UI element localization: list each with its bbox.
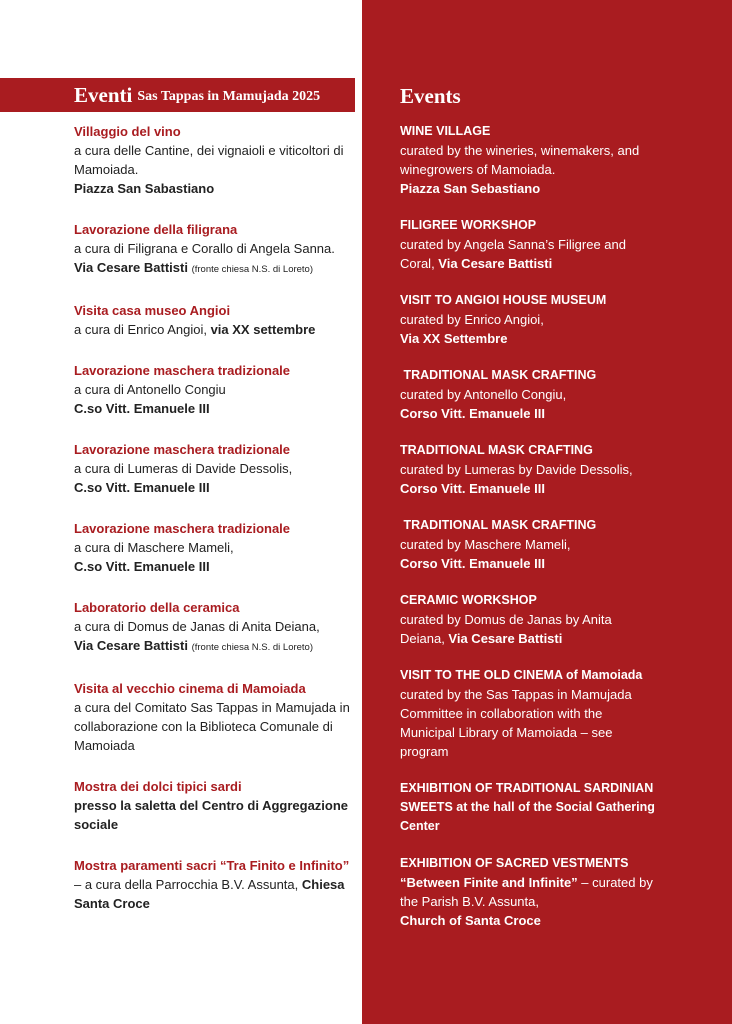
left-header-band (0, 78, 355, 112)
event-place: C.so Vitt. Emanuele III (74, 559, 210, 574)
event-place: Corso Vitt. Emanuele III (400, 406, 545, 421)
event-item (400, 216, 660, 273)
event-title: Laboratorio della ceramica (74, 600, 240, 615)
event-desc: a cura di Filigrana e Corallo di Angela Sanna. (74, 241, 335, 256)
event-desc: curated by Enrico Angioi, (400, 312, 544, 327)
event-subtitle: “Between Finite and Infinite” (400, 875, 578, 890)
event-item (400, 666, 660, 761)
event-item (74, 679, 354, 755)
event-desc: a cura delle Cantine, dei vignaioli e viticoltori di Mamoiada. (74, 143, 344, 177)
event-item (74, 122, 354, 198)
event-item (74, 301, 354, 339)
event-title: TRADITIONAL MASK CRAFTING (400, 443, 593, 457)
event-title: WINE VILLAGE (400, 124, 491, 138)
event-place: Via Cesare Battisti (74, 638, 188, 653)
event-place: Via XX Settembre (400, 331, 508, 346)
event-title: VISIT TO THE OLD CINEMA of Mamoiada (400, 668, 643, 682)
right-header-title: Events (400, 84, 461, 108)
event-place: Corso Vitt. Emanuele III (400, 556, 545, 571)
event-desc: curated by Maschere Mameli, (400, 537, 571, 552)
event-title: TRADITIONAL MASK CRAFTING (400, 518, 597, 532)
left-events-list (74, 122, 354, 913)
event-place: Via Cesare Battisti (74, 260, 188, 275)
event-desc: curated by the Sas Tappas in Mamujada Committee in collaboration with the Municipal Library of Mamoiada – see program (400, 687, 632, 759)
event-place: C.so Vitt. Emanuele III (74, 480, 210, 495)
event-item (74, 856, 354, 913)
event-desc: a cura di Enrico Angioi, (74, 322, 211, 337)
event-place: Via Cesare Battisti (438, 256, 553, 271)
event-note: (fronte chiesa N.S. di Loreto) (191, 264, 314, 275)
event-place: Corso Vitt. Emanuele III (400, 481, 545, 496)
event-desc: curated by Lumeras by Davide Dessolis, (400, 462, 633, 477)
event-item (400, 291, 660, 348)
event-desc: a cura di Antonello Congiu (74, 382, 226, 397)
event-item (74, 361, 354, 418)
event-item (74, 519, 354, 576)
event-item (400, 122, 660, 198)
event-desc: a cura di Lumeras di Davide Dessolis, (74, 461, 293, 476)
event-item (400, 854, 660, 930)
event-title: Lavorazione maschera tradizionale (74, 363, 291, 378)
left-header-subtitle: Sas Tappas in Mamujada 2025 (137, 89, 321, 104)
event-title: CERAMIC WORKSHOP (400, 593, 537, 607)
event-title: FILIGREE WORKSHOP (400, 218, 537, 232)
event-item (74, 440, 354, 497)
event-title: VISIT TO ANGIOI HOUSE MUSEUM (400, 293, 607, 307)
event-desc: curated by Domus de Janas by Anita Deiana, (400, 612, 612, 646)
event-item (400, 779, 660, 836)
event-title: Mostra dei dolci tipici sardi (74, 779, 242, 794)
event-item (74, 220, 354, 279)
event-place: C.so Vitt. Emanuele III (74, 401, 210, 416)
event-desc: a cura del Comitato Sas Tappas in Mamujada in collaborazione con la Biblioteca Comunale di Mamoiada (74, 700, 350, 753)
event-desc: a cura di Maschere Mameli, (74, 540, 234, 555)
event-desc: curated by the wineries, winemakers, and winegrowers of Mamoiada. (400, 143, 640, 177)
event-place: Via Cesare Battisti (448, 631, 563, 646)
event-title: Lavorazione maschera tradizionale (74, 442, 291, 457)
event-title: Visita casa museo Angioi (74, 303, 231, 318)
event-title: Villaggio del vino (74, 124, 181, 139)
left-header-title: Eventi (74, 82, 133, 107)
event-item (400, 366, 660, 423)
event-title: EXHIBITION OF TRADITIONAL SARDINIAN SWEETS at the hall of the Social Gathering Center (400, 781, 655, 833)
event-desc: curated by Angela Sanna’s Filigree and Coral, (400, 237, 626, 271)
event-item (400, 591, 660, 648)
event-desc: – curated by the Parish B.V. Assunta, (400, 875, 653, 909)
event-title: EXHIBITION OF SACRED VESTMENTS (400, 856, 629, 870)
event-place: via XX settembre (210, 322, 316, 337)
event-item (74, 598, 354, 657)
event-place: Chiesa Santa Croce (74, 877, 345, 911)
event-place: presso la saletta del Centro di Aggregazione sociale (74, 798, 349, 832)
event-desc: curated by Antonello Congiu, (400, 387, 567, 402)
event-title: Lavorazione maschera tradizionale (74, 521, 291, 536)
event-item (74, 777, 354, 834)
event-desc: – a cura della Parrocchia B.V. Assunta, (74, 877, 302, 892)
event-item (400, 441, 660, 498)
event-place: Piazza San Sebastiano (400, 181, 541, 196)
event-desc: a cura di Domus de Janas di Anita Deiana, (74, 619, 320, 634)
right-events-list (400, 122, 660, 930)
event-item (400, 516, 660, 573)
event-title: Mostra paramenti sacri “Tra Finito e Infinito” (74, 858, 350, 873)
event-title: Lavorazione della filigrana (74, 222, 238, 237)
event-note: (fronte chiesa N.S. di Loreto) (191, 642, 314, 653)
event-place: Piazza San Sabastiano (74, 181, 215, 196)
event-place: Church of Santa Croce (400, 913, 541, 928)
event-title: Visita al vecchio cinema di Mamoiada (74, 681, 306, 696)
event-title: TRADITIONAL MASK CRAFTING (400, 368, 597, 382)
